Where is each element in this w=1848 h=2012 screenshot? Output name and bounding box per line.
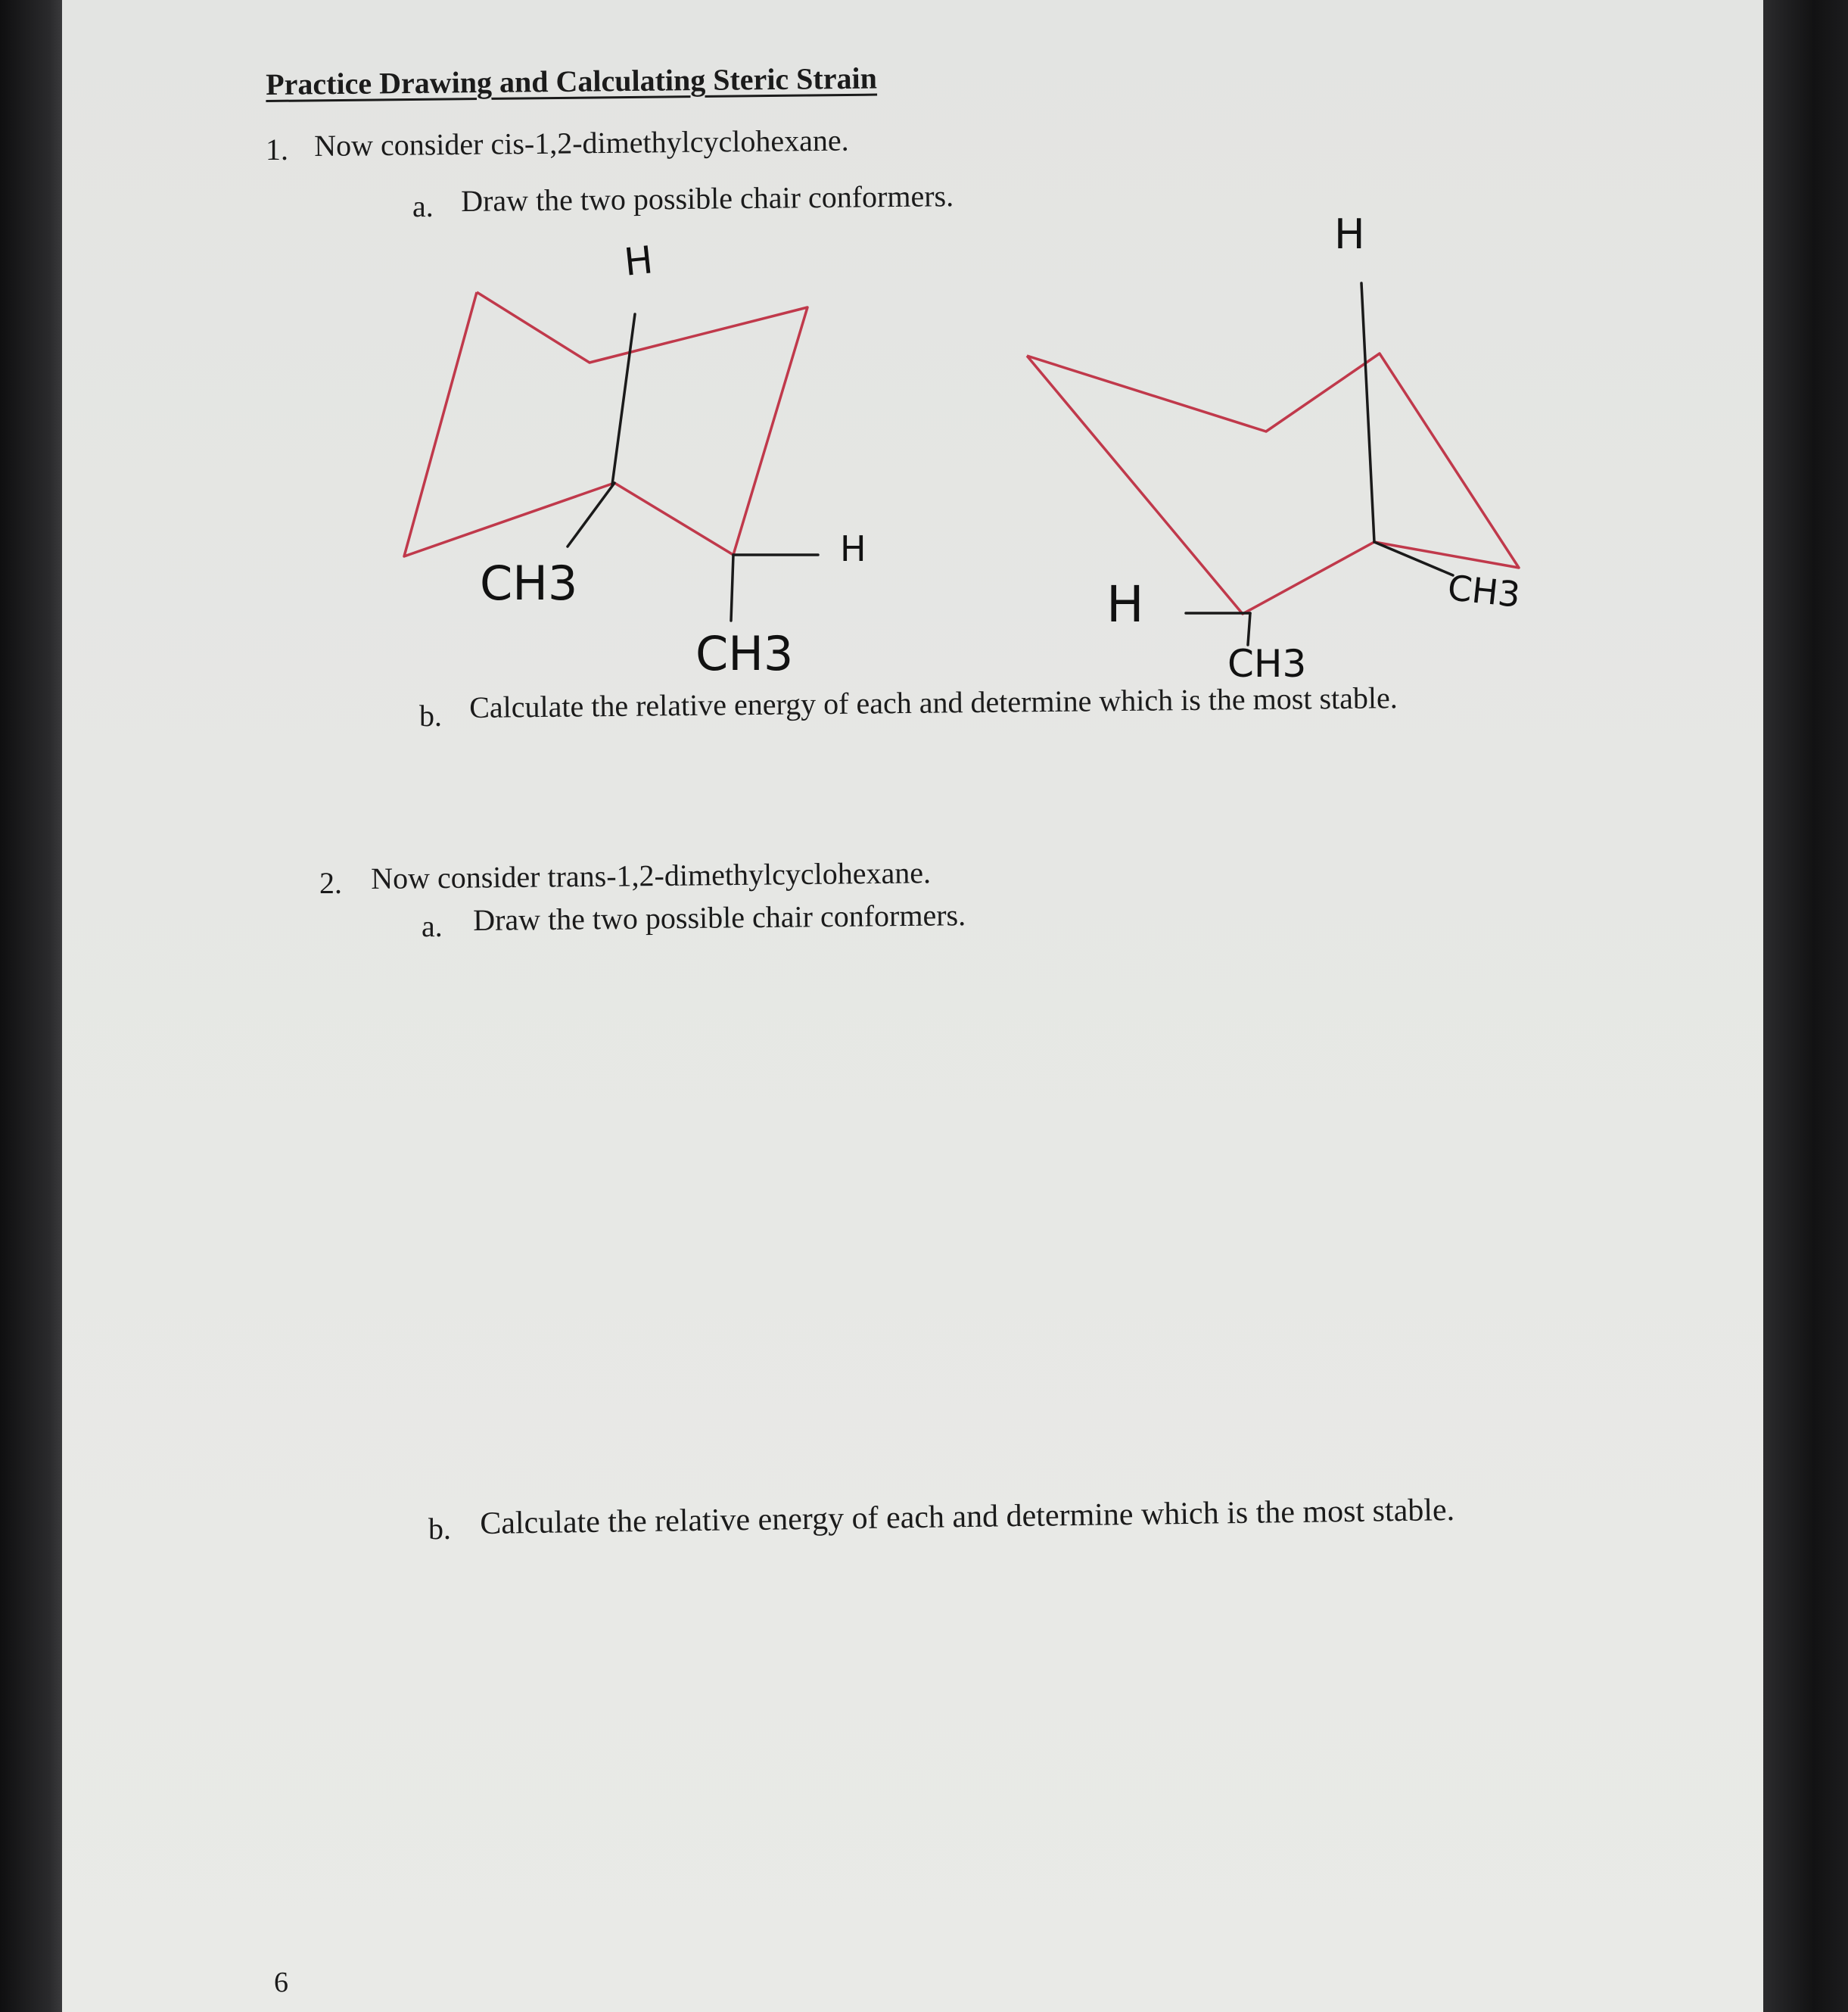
q2-number: 2. xyxy=(319,866,342,900)
chair-2-bottom-ch3-label: CH3 xyxy=(1227,642,1307,686)
q1a-letter: a. xyxy=(412,189,434,223)
chair-1-ring xyxy=(404,292,807,556)
q1-prompt: Now consider cis-1,2-dimethylcyclohexane. xyxy=(313,123,849,163)
chair-2-bonds xyxy=(1186,283,1453,645)
page-number: 6 xyxy=(274,1967,288,1998)
chair-1-left-ch3-label: CH3 xyxy=(480,556,578,611)
q2b-text: Calculate the relative energy of each and determine which is the most stable. xyxy=(479,1493,1455,1541)
chair-2-left-h-label: H xyxy=(1106,575,1144,634)
worksheet-page xyxy=(62,0,1763,2012)
chair-1-top-h-label: H xyxy=(622,238,655,285)
q2-prompt: Now consider trans-1,2-dimethylcyclohexane. xyxy=(370,855,932,895)
worksheet-title: Practice Drawing and Calculating Steric Strain xyxy=(265,61,878,101)
chair-1-right-h-label: H xyxy=(840,528,866,569)
q2a-text: Draw the two possible chair conformers. xyxy=(472,898,966,937)
chair-2-ring xyxy=(1027,354,1519,614)
q1-number: 1. xyxy=(266,132,288,167)
chair-1-bonds xyxy=(568,314,818,621)
tablet-bezel-left xyxy=(0,0,62,2012)
q2b-letter: b. xyxy=(428,1512,451,1546)
q1a-text: Draw the two possible chair conformers. xyxy=(460,179,954,218)
chair-1-bottom-ch3-label: CH3 xyxy=(695,626,794,681)
q2a-letter: a. xyxy=(422,909,443,943)
chair-2-right-ch3-label: CH3 xyxy=(1445,567,1523,615)
q1b-letter: b. xyxy=(419,699,442,733)
chair-conformer-drawings xyxy=(62,0,1763,2012)
q1b-text: Calculate the relative energy of each and determine which is the most stable. xyxy=(468,681,1398,724)
tablet-bezel-right xyxy=(1763,0,1848,2012)
chair-2-top-h-label: H xyxy=(1334,210,1365,258)
